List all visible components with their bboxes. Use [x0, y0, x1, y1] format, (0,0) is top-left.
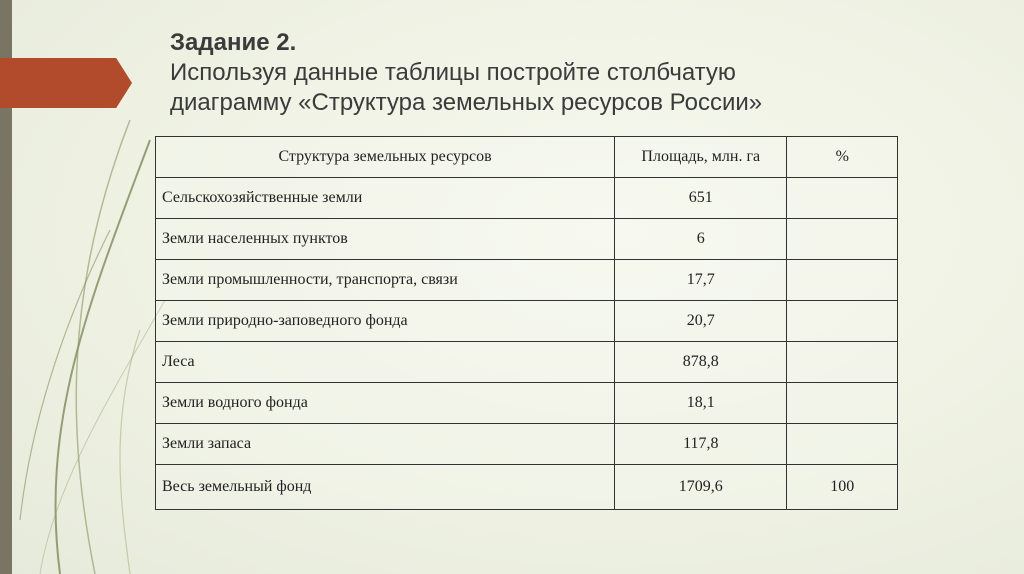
row-percent: [787, 260, 898, 301]
row-area: 651: [615, 178, 787, 219]
row-percent: 100: [787, 465, 898, 510]
table-header-row: [156, 137, 898, 178]
row-area: 117,8: [615, 424, 787, 465]
row-name: Весь земельный фонд: [156, 465, 615, 510]
row-percent: [787, 178, 898, 219]
header-percent: %: [787, 137, 898, 178]
row-percent: [787, 383, 898, 424]
header-area: Площадь, млн. га: [615, 137, 787, 178]
row-area: 1709,6: [615, 465, 787, 510]
row-name: Земли запаса: [156, 424, 615, 465]
row-area: 18,1: [615, 383, 787, 424]
row-area: 878,8: [615, 342, 787, 383]
header-structure: Структура земельных ресурсов: [156, 137, 615, 178]
row-name: Сельскохозяйственные земли: [156, 178, 615, 219]
row-area: 20,7: [615, 301, 787, 342]
table-row: [156, 424, 898, 465]
row-name: Земли промышленности, транспорта, связи: [156, 260, 615, 301]
row-area: 17,7: [615, 260, 787, 301]
row-percent: [787, 301, 898, 342]
table-row: [156, 383, 898, 424]
task-heading: Задание 2.: [170, 29, 297, 56]
table-row: [156, 301, 898, 342]
land-resources-table: [155, 136, 898, 510]
table-row: [156, 219, 898, 260]
table-row: [156, 260, 898, 301]
task-text-line-2: диаграмму «Структура земельных ресурсов России»: [170, 89, 763, 116]
row-percent: [787, 424, 898, 465]
table-row-total: [156, 465, 898, 510]
slide-title: [170, 28, 990, 118]
row-percent: [787, 342, 898, 383]
table-row: [156, 342, 898, 383]
table-row: [156, 178, 898, 219]
row-name: Земли населенных пунктов: [156, 219, 615, 260]
title-marker-flag: [0, 58, 132, 108]
task-text-line-1: Используя данные таблицы постройте столбчатую: [170, 59, 736, 86]
row-name: Леса: [156, 342, 615, 383]
row-name: Земли природно-заповедного фонда: [156, 301, 615, 342]
row-percent: [787, 219, 898, 260]
row-name: Земли водного фонда: [156, 383, 615, 424]
row-area: 6: [615, 219, 787, 260]
